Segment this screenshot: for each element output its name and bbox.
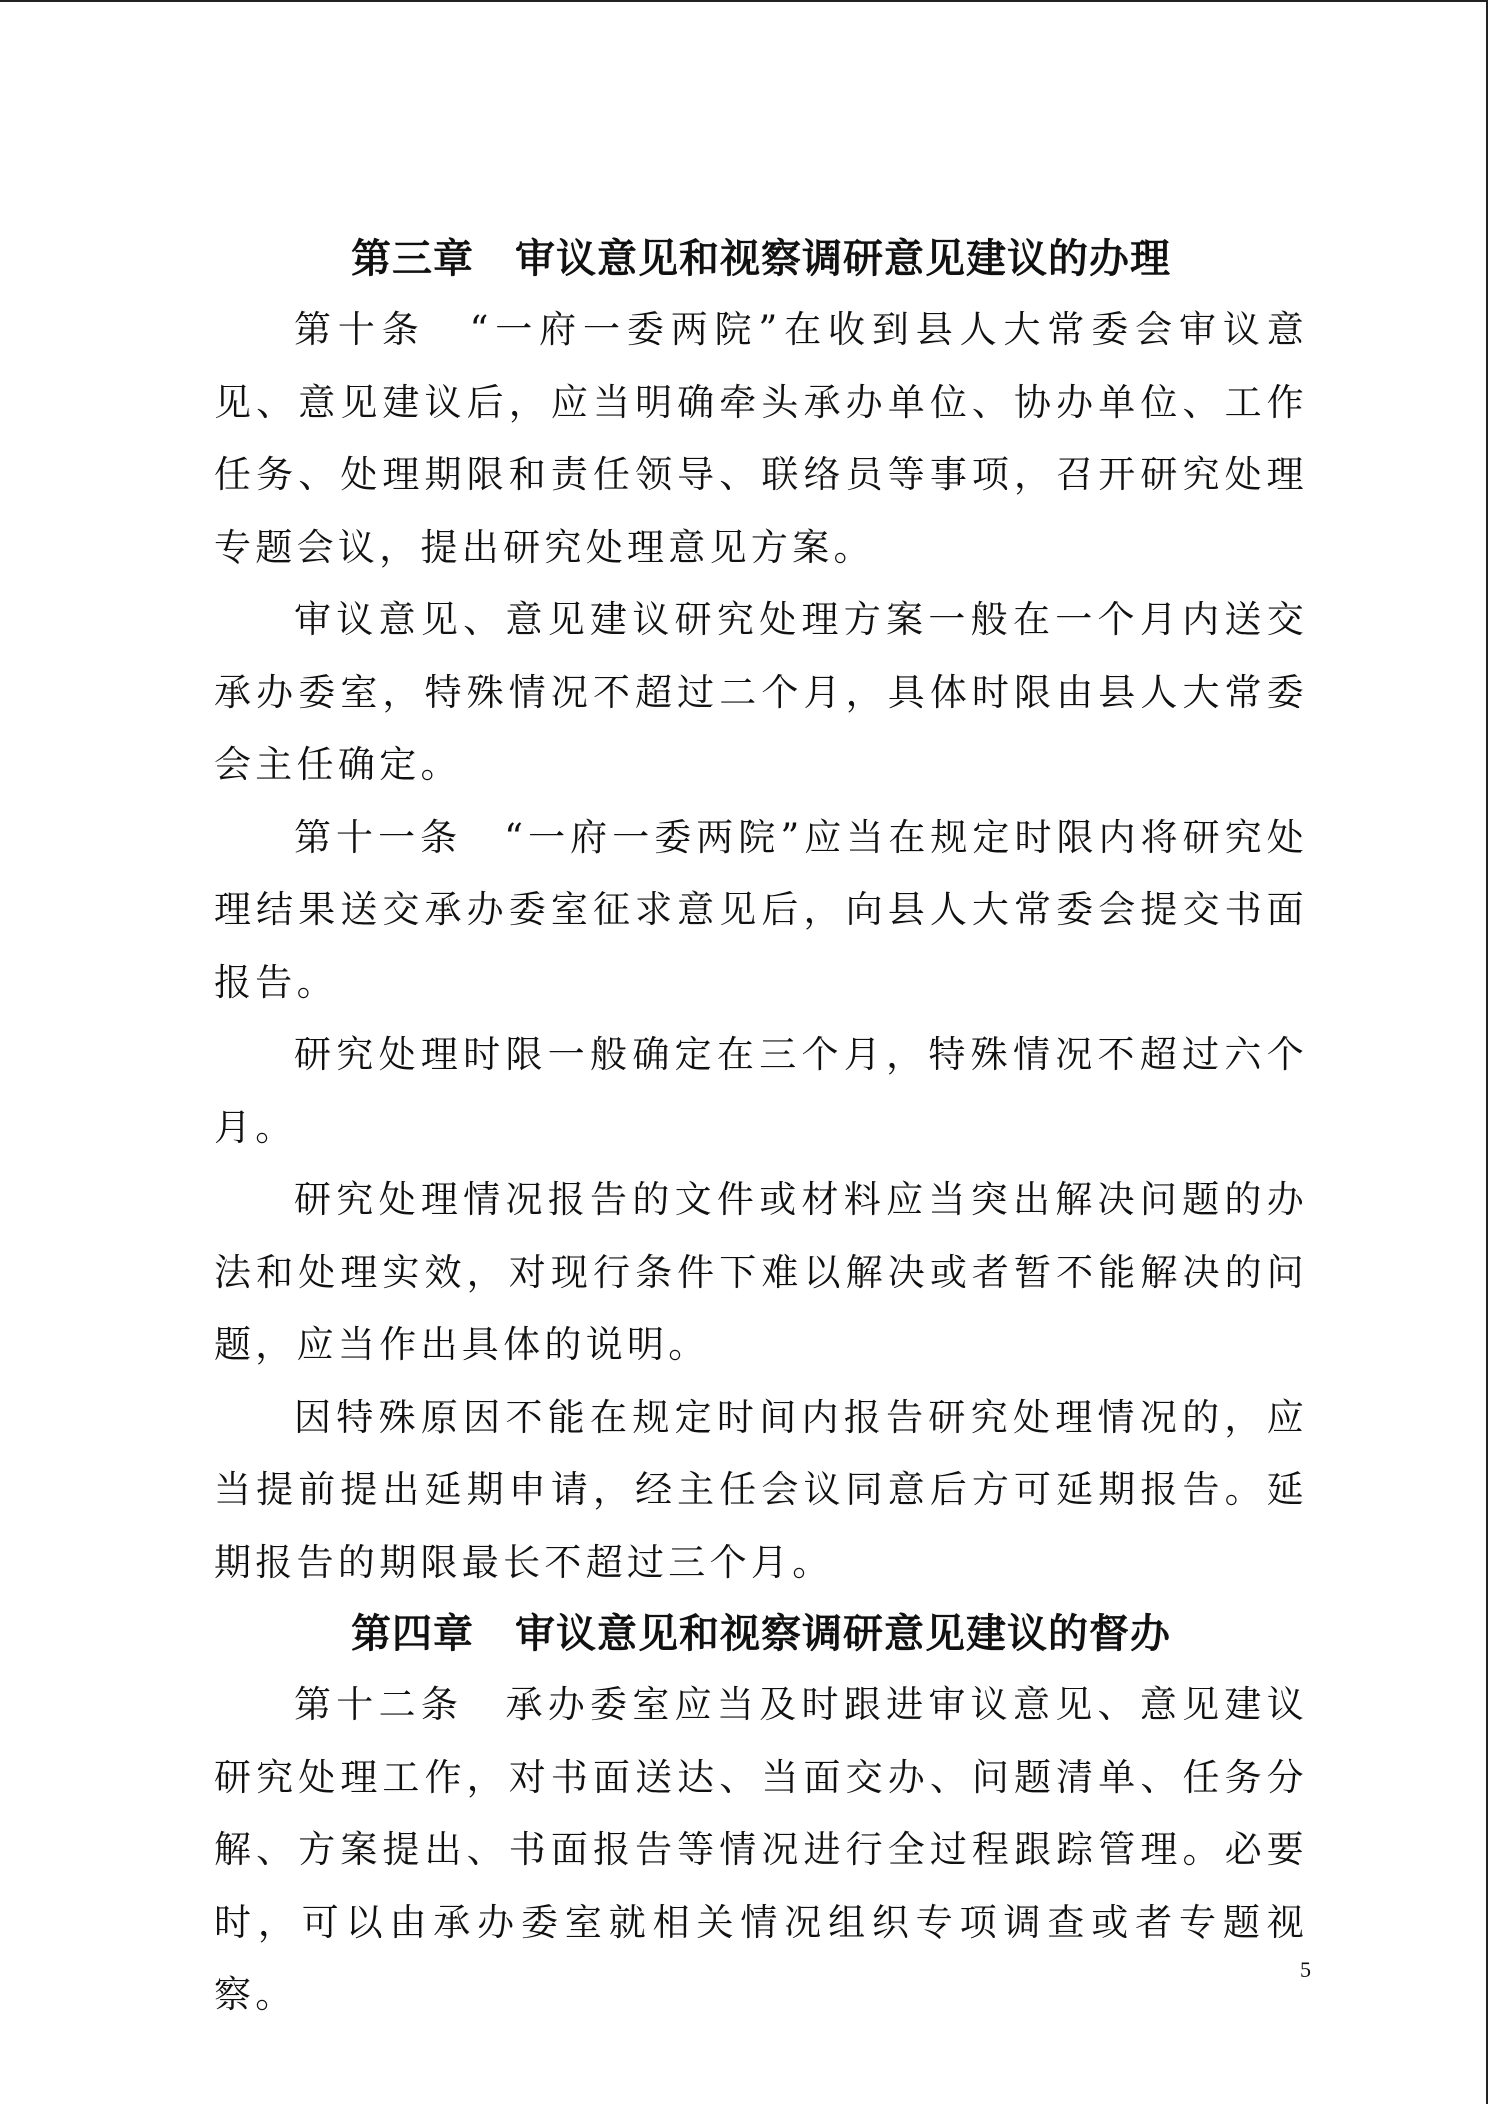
article-11-paragraph: 第十一条 “一府一委两院”应当在规定时限内将研究处理结果送交承办委室征求意见后，向县人大常委会提交书面报告。 [214, 815, 1308, 1004]
page-number: 5 [1300, 1957, 1311, 1982]
chapter-4-title: 第四章 审议意见和视察调研意见建议的督办 [351, 1611, 1171, 1657]
processing-time-limit-paragraph: 研究处理时限一般确定在三个月，特殊情况不超过六个月。 [214, 1033, 1308, 1149]
article-12-paragraph: 第十二条 承办委室应当及时跟进审议意见、意见建议研究处理工作，对书面送达、当面交办、问题清单、任务分解、方案提出、书面报告等情况进行全过程跟踪管理。必要时，可以由承办委室就相关情况组织专项调查或者专题视察。 [214, 1683, 1308, 2016]
document-body [214, 224, 1308, 2032]
article-10-deadline-paragraph: 审议意见、意见建议研究处理方案一般在一个月内送交承办委室，特殊情况不超过二个月，具体时限由县人大常委会主任确定。 [214, 598, 1308, 786]
report-content-paragraph: 研究处理情况报告的文件或材料应当突出解决问题的办法和处理实效，对现行条件下难以解决或者暂不能解决的问题，应当作出具体的说明。 [214, 1178, 1308, 1366]
extension-paragraph: 因特殊原因不能在规定时间内报告研究处理情况的，应当提前提出延期申请，经主任会议同意后方可延期报告。延期报告的期限最长不超过三个月。 [214, 1395, 1308, 1584]
chapter-3-title: 第三章 审议意见和视察调研意见建议的办理 [351, 236, 1171, 282]
article-10-paragraph: 第十条 “一府一委两院”在收到县人大常委会审议意见、意见建议后，应当明确牵头承办单位、协办单位、工作任务、处理期限和责任领导、联络员等事项，召开研究处理专题会议，提出研究处理意见方案。 [214, 308, 1308, 569]
